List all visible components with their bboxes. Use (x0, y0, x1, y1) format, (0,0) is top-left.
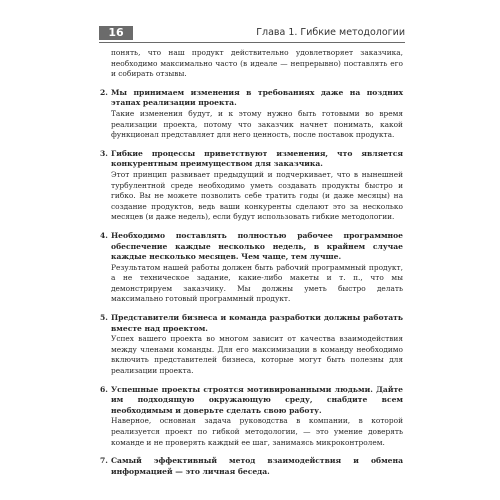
principle-item-3 (100, 148, 403, 223)
principle-number: 6. (100, 384, 108, 394)
principle-number: 7. (100, 456, 108, 466)
principle-item-4 (100, 230, 403, 305)
principle-title: Необходимо поставлять полностью рабочее программное обеспечение каждые несколько недель, в крайнем случае каждые несколько месяцев. Чем чаще, тем лучше. (111, 230, 403, 262)
principle-item-5 (100, 313, 403, 377)
principle-item-7 (100, 456, 403, 477)
principle-body: Результатом нашей работы должен быть рабочий программный продукт, а не техническое задание, какие-либо макеты и т. п., что мы демонстрируем заказчику. Мы должны уметь быстро делать максимально готовый программный продукт. (111, 262, 403, 304)
principle-title: Самый эффективный метод взаимодействия и обмена информацией — это личная беседа. (111, 456, 403, 476)
page-header (99, 26, 405, 43)
page-content (100, 48, 403, 477)
principle-number: 5. (100, 313, 108, 323)
principle-number: 3. (100, 148, 108, 158)
principle-number: 4. (100, 230, 108, 240)
principle-title: Успешные проекты строятся мотивированными людьми. Дайте им подходящую окружающую среду, снабдите всем необходимым и доверьте сделать свою работу. (111, 384, 403, 415)
page-number: 16 (99, 26, 133, 40)
principle-body: Наверное, основная задача руководства в компании, в которой реализуется проект по гибкой методологии, — это умение доверять команде и не проверять каждый ее шаг, занимаясь микроконтролем. (111, 416, 403, 447)
principle-title: Представители бизнеса и команда разработки должны работать вместе над проектом. (111, 313, 403, 333)
principle-body: Этот принцип развивает предыдущий и подчеркивает, что в нынешней турбулентной среде необходимо уметь создавать продукты быстро и гибко. Вы не можете позволить себе тратить годы (и даже месяцы) на создание продуктов, ведь ваши конкуренты сделают это за несколько месяцев (и даже недель), если будут использовать гибкие методологии. (111, 169, 403, 222)
principle-item-6 (100, 384, 403, 449)
principle-body: Успех вашего проекта во многом зависит от качества взаимодействия между членами команды. Для его максимизации в команду необходимо включить представителей бизнеса, которые могут быть полезны для реализации проекта. (111, 334, 403, 376)
principle-number: 2. (100, 87, 108, 97)
intro-paragraph: понять, что наш продукт действительно удовлетворяет заказчика, необходимо максимально часто (в идеале — непрерывно) поставлять его и собирать отзывы. (111, 48, 403, 79)
principle-title: Мы принимаем изменения в требованиях даже на поздних этапах реализации проекта. (111, 87, 403, 108)
principle-item-2 (100, 87, 403, 141)
chapter-title: Глава 1. Гибкие методологии (256, 27, 405, 38)
principle-title: Гибкие процессы приветствуют изменения, что является конкурентным преимуществом для заказчика. (111, 148, 403, 169)
principle-body: Такие изменения будут, и к этому нужно быть готовыми во время реализации проекта, потому что заказчик начнет понимать, какой функционал представляет для него ценность, после поставок продукта. (111, 108, 403, 140)
